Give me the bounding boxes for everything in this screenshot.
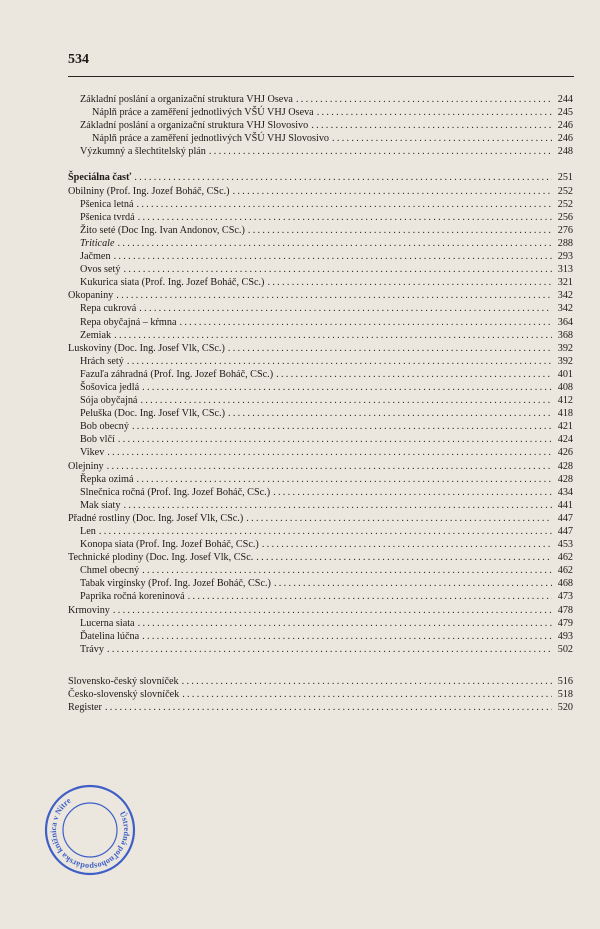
toc-entry — [68, 198, 573, 211]
toc-entry-title: Sója obyčajná — [80, 395, 138, 407]
toc-dot-leader — [267, 276, 552, 289]
toc-entry — [68, 289, 573, 302]
toc-entry-title: Pšenica tvrdá — [80, 211, 135, 223]
toc-entry-title: Trávy — [80, 643, 104, 655]
toc-entry — [68, 643, 573, 656]
toc-entry — [68, 473, 573, 486]
toc-entry-title: Paprika ročná koreninová — [80, 591, 185, 603]
toc-entry-page: 473 — [557, 591, 573, 603]
toc-entry — [68, 604, 573, 617]
toc-entry — [68, 551, 573, 564]
toc-dot-leader — [248, 224, 552, 237]
toc-entry-title: Olejniny — [68, 460, 104, 472]
toc-entry-page: 392 — [557, 355, 573, 367]
toc-entry — [68, 342, 573, 355]
toc-entry — [68, 617, 573, 630]
toc-dot-leader — [134, 171, 552, 184]
toc-dot-leader — [256, 551, 552, 564]
toc-entry-page: 256 — [557, 211, 573, 223]
toc-entry-title: Lucerna siata — [80, 617, 135, 629]
toc-entry-page: 453 — [557, 539, 573, 551]
toc-entry-title: Luskoviny (Doc. Ing. Josef Vlk, CSc.) — [68, 342, 225, 354]
toc-entry-page: 288 — [557, 237, 573, 249]
page-number: 534 — [68, 52, 89, 67]
toc-dot-leader — [113, 604, 552, 617]
toc-entry — [68, 263, 573, 276]
toc-entry-title: Technické plodiny (Doc. Ing. Josef Vlk, CSc. — [68, 552, 254, 564]
toc-entry-page: 426 — [557, 447, 573, 459]
toc-entry-page: 478 — [557, 604, 573, 616]
toc-entry-title: Konopa siata (Prof. Ing. Jozef Boháč, CSc.) — [80, 539, 259, 551]
toc-entry-page: 428 — [557, 460, 573, 472]
toc-entry-page: 342 — [557, 290, 573, 302]
toc-dot-leader — [142, 381, 552, 394]
toc-entry-title: Fazuľa záhradná (Prof. Ing. Jozef Boháč, CSc.) — [80, 368, 274, 380]
toc-entry-page: 392 — [557, 342, 573, 354]
toc-dot-leader — [118, 237, 552, 250]
toc-entry-title: Hrách setý — [80, 355, 124, 367]
toc-dot-leader — [116, 289, 552, 302]
toc-dot-leader — [136, 198, 552, 211]
toc-entry-page: 468 — [557, 578, 573, 590]
toc-entry-page: 493 — [557, 630, 573, 642]
toc-dot-leader — [142, 630, 552, 643]
toc-entry — [68, 355, 573, 368]
toc-entry — [68, 224, 573, 237]
toc-entry — [68, 420, 573, 433]
toc-entry-page: 251 — [557, 172, 573, 184]
toc-entry-page: 516 — [557, 675, 573, 687]
toc-entry-title: Repa obyčajná – kŕmna — [80, 316, 177, 328]
toc-entry — [68, 499, 573, 512]
toc-entry-page: 368 — [557, 329, 573, 341]
toc-dot-leader — [228, 342, 552, 355]
toc-entry-title: Výzkumný a šlechtitelský plán — [80, 146, 206, 158]
toc-entry-page: 424 — [557, 434, 573, 446]
toc-entry-page: 401 — [557, 368, 573, 380]
toc-entry-page: 408 — [557, 381, 573, 393]
toc-entry — [68, 460, 573, 473]
toc-entry-page: 518 — [557, 689, 573, 701]
toc-dot-leader — [246, 512, 552, 525]
toc-entry-title: Slovensko-český slovníček — [68, 675, 179, 687]
toc-entry — [68, 688, 573, 701]
toc-entry-page: 313 — [557, 264, 573, 276]
toc-dot-leader — [311, 119, 552, 132]
toc-entry — [68, 237, 573, 250]
toc-entry-page: 421 — [557, 421, 573, 433]
toc-entry-page: 447 — [557, 512, 573, 524]
toc-dot-leader — [107, 460, 552, 473]
toc-entry-title: Náplň práce a zaměření jednotlivých VŠÚ VHJ Oseva — [92, 107, 314, 119]
toc-entry — [68, 590, 573, 603]
toc-entry-title: Náplň práce a zaměření jednotlivých VŠÚ VHJ Slovosivo — [92, 133, 330, 145]
toc-entry — [68, 701, 573, 714]
toc-entry-title: Česko-slovenský slovníček — [68, 689, 180, 701]
table-of-contents — [68, 93, 573, 714]
toc-dot-leader — [233, 185, 552, 198]
toc-entry-title: Šošovica jedlá — [80, 381, 140, 393]
toc-dot-leader — [140, 394, 552, 407]
toc-entry-page: 252 — [557, 198, 573, 210]
toc-entry-title: Tabak virgínsky (Prof. Ing. Jozef Boháč, CSc.) — [80, 578, 271, 590]
toc-entry-page: 462 — [557, 552, 573, 564]
toc-entry-title: Špeciálna časť — [68, 172, 132, 184]
toc-dot-leader — [276, 368, 552, 381]
header-rule — [68, 76, 574, 77]
toc-entry — [68, 433, 573, 446]
toc-entry-page: 321 — [557, 277, 573, 289]
toc-entry — [68, 577, 573, 590]
toc-entry-title: Řepka ozimá — [80, 473, 134, 485]
toc-entry — [68, 486, 573, 499]
toc-entry-page: 246 — [557, 133, 573, 145]
toc-entry-title: Ovos setý — [80, 264, 121, 276]
toc-entry-title: Bob vlčí — [80, 434, 115, 446]
toc-entry-page: 276 — [557, 224, 573, 236]
toc-dot-leader — [142, 564, 552, 577]
toc-entry-title: Krmoviny — [68, 604, 110, 616]
toc-entry — [68, 675, 573, 688]
toc-dot-leader — [114, 329, 552, 342]
library-stamp — [42, 782, 138, 878]
toc-entry-title: Slnečnica ročná (Prof. Ing. Jozef Boháč, CSc.) — [80, 486, 271, 498]
toc-entry-page: 447 — [557, 526, 573, 537]
toc-entry-page: 441 — [557, 499, 573, 511]
toc-dot-leader — [273, 486, 552, 499]
toc-entry-title: Mak siaty — [80, 499, 121, 511]
toc-entry — [68, 407, 573, 420]
toc-entry-title: Jačmen — [80, 251, 111, 263]
toc-entry-page: 479 — [557, 617, 573, 629]
toc-entry-page: 434 — [557, 486, 573, 498]
toc-dot-leader — [179, 316, 552, 329]
toc-entry-title: Bob obecný — [80, 421, 129, 433]
toc-entry-page: 462 — [557, 565, 573, 577]
toc-entry — [68, 132, 573, 145]
toc-entry-title: Vikev — [80, 447, 105, 459]
toc-dot-leader — [209, 145, 552, 158]
toc-entry-page: 293 — [557, 251, 573, 263]
toc-entry-page: 245 — [557, 107, 573, 119]
toc-entry — [68, 185, 573, 198]
toc-entry — [68, 250, 573, 263]
toc-entry — [68, 302, 573, 315]
toc-dot-leader — [274, 577, 552, 590]
toc-dot-leader — [105, 701, 552, 714]
toc-entry-page: 502 — [557, 643, 573, 655]
svg-text:Ústredná poľnohospodárska kniž — [42, 782, 138, 878]
toc-entry-page: 342 — [557, 303, 573, 315]
toc-dot-leader — [332, 132, 552, 145]
toc-entry — [68, 381, 573, 394]
toc-entry-title: Kukurica siata (Prof. Ing. Jozef Boháč, CSc.) — [80, 277, 265, 289]
toc-entry-title: Chmel obecný — [80, 565, 140, 577]
toc-entry-title: Peluška (Doc. Ing. Josef Vlk, CSc.) — [80, 408, 225, 420]
toc-entry — [68, 538, 573, 551]
toc-entry-page: 248 — [557, 146, 573, 158]
toc-dot-leader — [107, 643, 552, 656]
toc-entry-page: 418 — [557, 408, 573, 420]
toc-entry-page: 246 — [557, 120, 573, 132]
toc-entry-title: Triticale — [80, 237, 115, 249]
toc-entry-page: 412 — [557, 395, 573, 407]
toc-entry-page: 428 — [557, 473, 573, 485]
toc-dot-leader — [296, 93, 552, 106]
toc-entry — [68, 525, 573, 538]
toc-entry — [68, 119, 573, 132]
toc-entry-title: Obilniny (Prof. Ing. Jozef Boháč, CSc.) — [68, 185, 230, 197]
toc-entry — [68, 171, 573, 184]
toc-entry-page: 364 — [557, 316, 573, 328]
toc-entry-title: Přadné rostliny (Doc. Ing. Josef Vlk, CSc.) — [68, 512, 244, 524]
toc-dot-leader — [317, 106, 552, 119]
toc-entry-title: Žito seté (Doc Ing. Ivan Andonov, CSc.) — [80, 224, 245, 236]
toc-entry — [68, 106, 573, 119]
toc-entry-title: Zemiak — [80, 329, 112, 341]
toc-entry — [68, 446, 573, 459]
toc-dot-leader — [182, 688, 552, 701]
toc-entry — [68, 329, 573, 342]
toc-entry — [68, 394, 573, 407]
toc-entry-title: Repa cukrová — [80, 303, 137, 315]
toc-entry — [68, 368, 573, 381]
toc-entry — [68, 512, 573, 525]
toc-dot-leader — [138, 617, 552, 630]
stamp-text: Ústredná poľnohospodárska knižnica v Nitre — [48, 795, 132, 872]
toc-entry-title: Pšenica letná — [80, 198, 134, 210]
toc-entry — [68, 276, 573, 289]
toc-dot-leader — [139, 302, 552, 315]
toc-dot-leader — [132, 420, 552, 433]
toc-entry — [68, 93, 573, 106]
toc-entry — [68, 316, 573, 329]
toc-entry-title: Okopaniny — [68, 290, 114, 302]
toc-entry — [68, 145, 573, 158]
toc-dot-leader — [136, 473, 552, 486]
toc-dot-leader — [127, 355, 552, 368]
toc-entry-title: Základní poslání a organizační struktura VHJ Oseva — [80, 94, 293, 105]
toc-entry — [68, 564, 573, 577]
toc-entry — [68, 630, 573, 643]
toc-entry-title: Register — [68, 702, 102, 714]
toc-dot-leader — [138, 211, 552, 224]
toc-entry-title: Ďatelina lúčna — [80, 630, 140, 642]
toc-entry-page: 244 — [557, 94, 573, 105]
toc-entry-title: Základní poslání a organizační struktura VHJ Slovosivo — [80, 120, 309, 132]
toc-dot-leader — [228, 407, 552, 420]
toc-dot-leader — [99, 525, 552, 538]
toc-dot-leader — [188, 590, 552, 603]
toc-dot-leader — [114, 250, 552, 263]
toc-entry — [68, 211, 573, 224]
toc-dot-leader — [123, 263, 552, 276]
toc-entry-title: Len — [80, 526, 96, 537]
toc-dot-leader — [262, 538, 552, 551]
toc-dot-leader — [118, 433, 552, 446]
toc-dot-leader — [107, 446, 552, 459]
toc-entry-page: 520 — [557, 702, 573, 714]
toc-dot-leader — [123, 499, 552, 512]
toc-dot-leader — [182, 675, 552, 688]
toc-entry-page: 252 — [557, 185, 573, 197]
